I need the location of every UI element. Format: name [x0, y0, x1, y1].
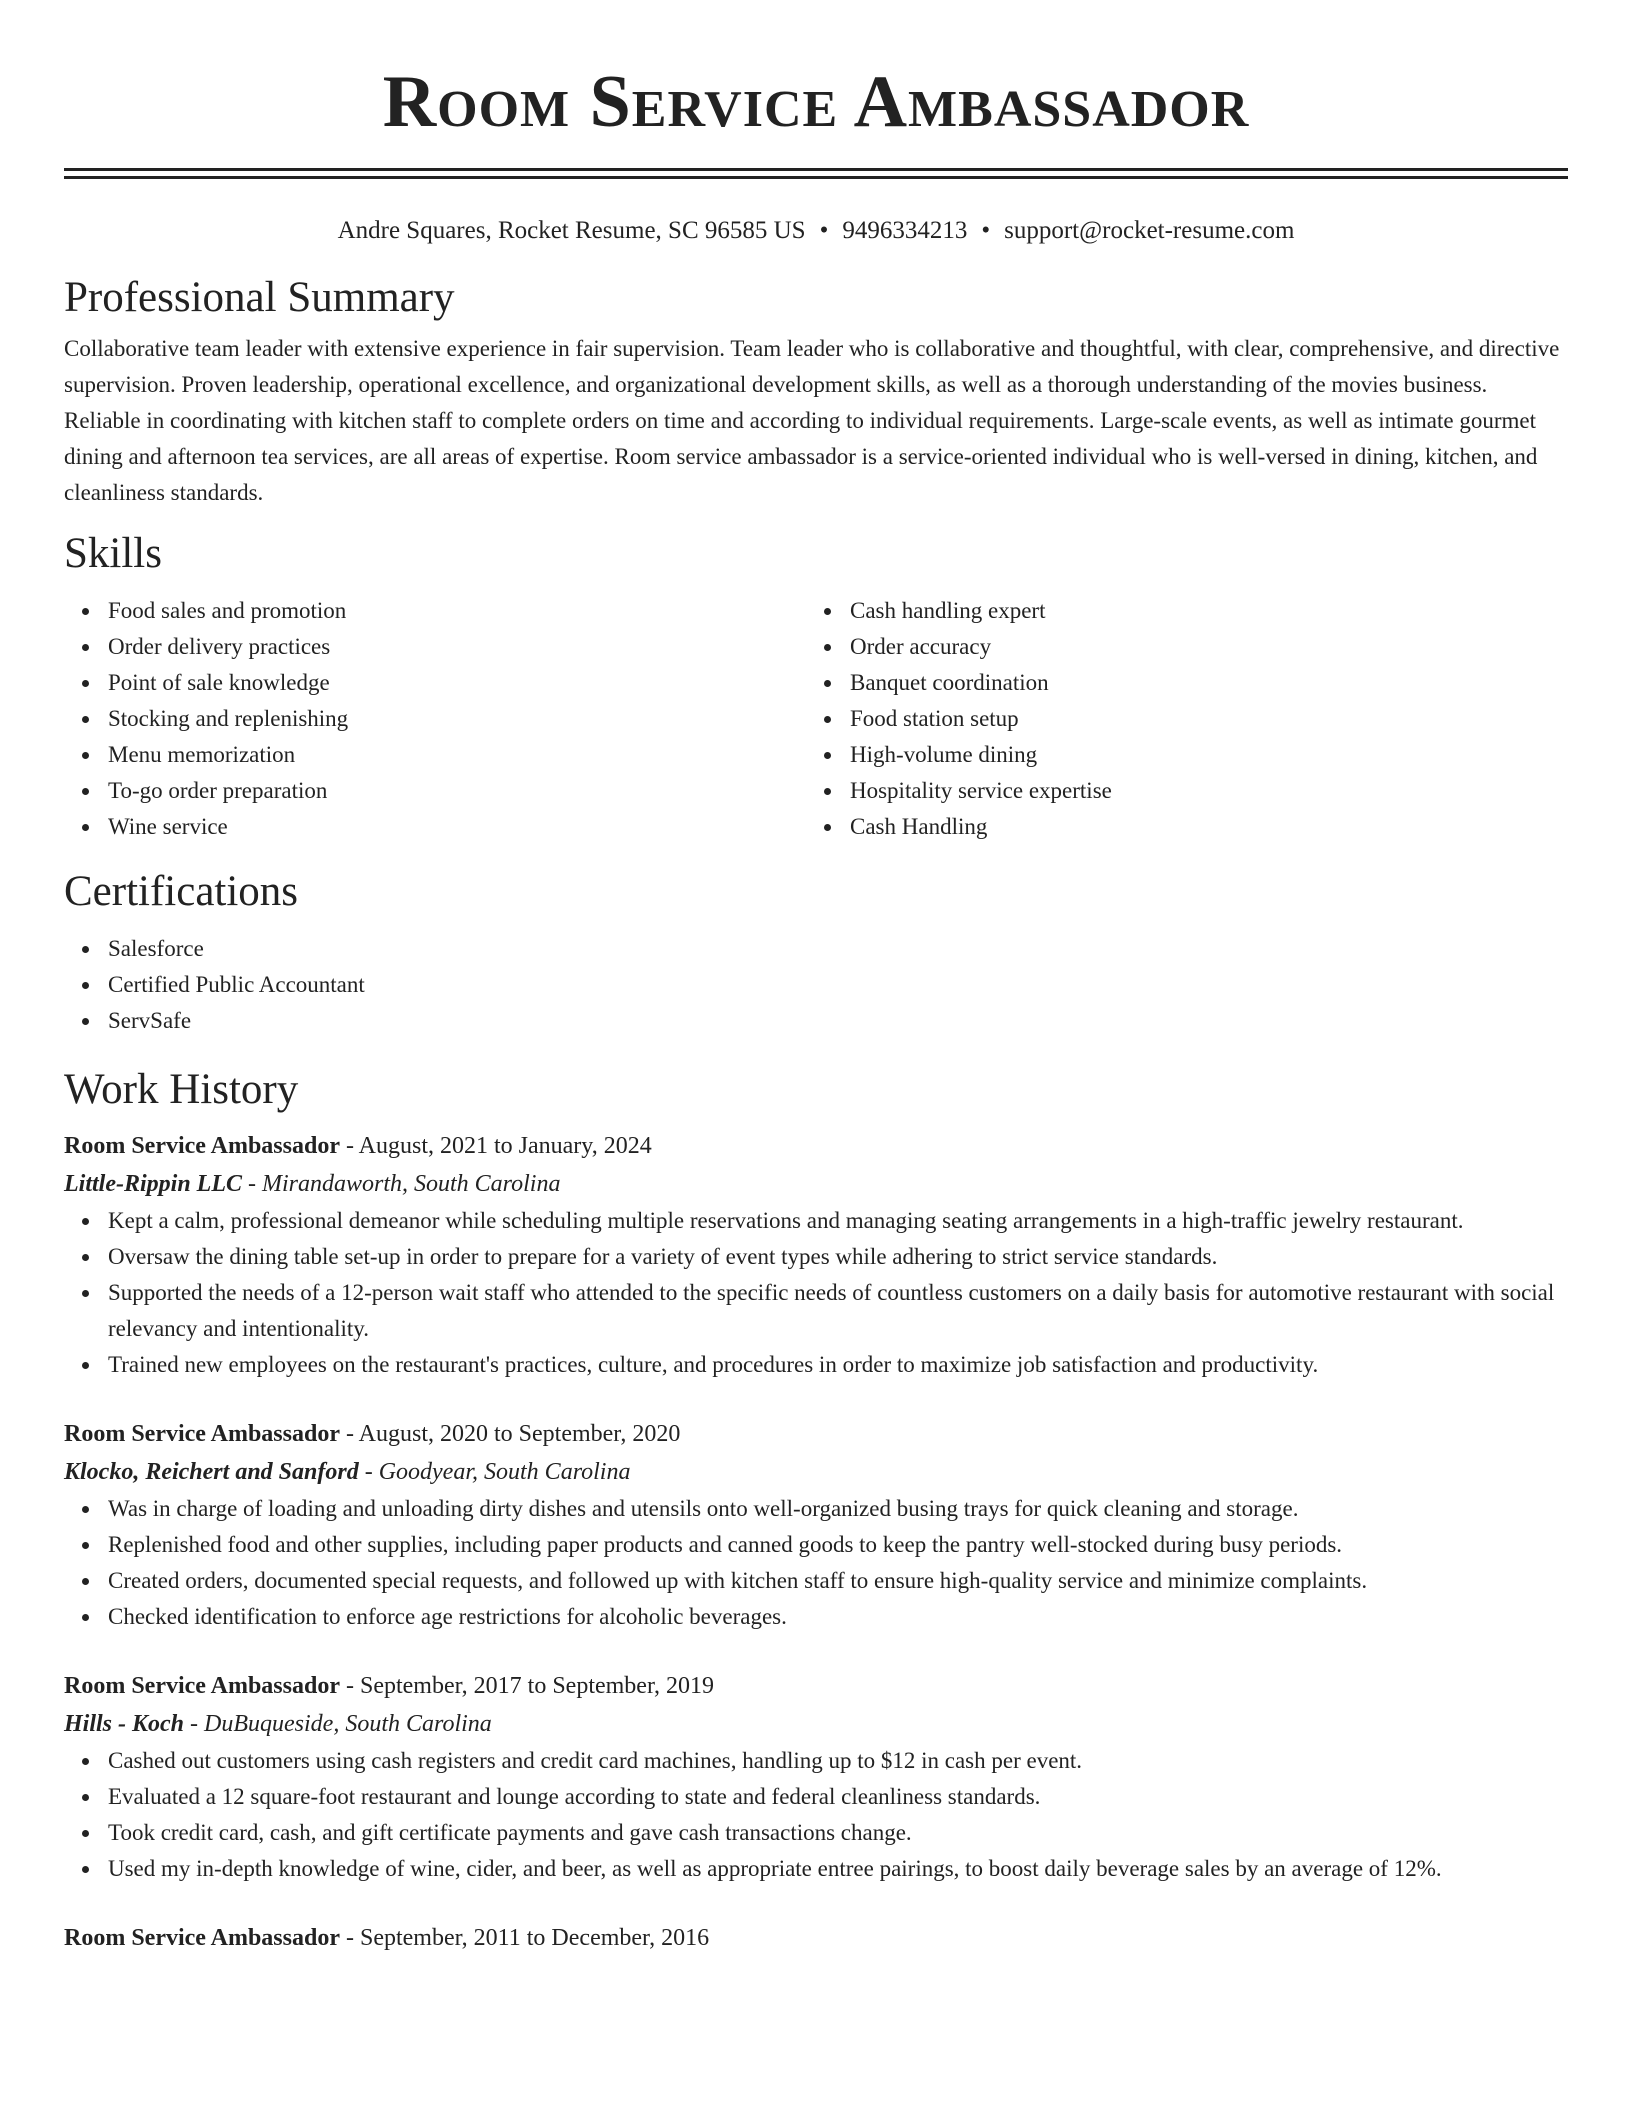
job-duty: Created orders, documented special requests, and followed up with kitchen staff to ensure high-quality service and minimize complaints. [108, 1563, 1568, 1599]
skill-item: Food station setup [850, 701, 1548, 737]
job-duties-list [64, 1743, 1568, 1887]
contact-address: Andre Squares, Rocket Resume, SC 96585 US [337, 217, 806, 244]
job-title-line [64, 1415, 1568, 1453]
certifications-list [64, 931, 1568, 1039]
work-history-heading: Work History [64, 1066, 299, 1113]
job-duties-list [64, 1203, 1568, 1383]
job-duties-list [64, 1491, 1568, 1635]
job-dates: - August, 2021 to January, 2024 [339, 1133, 652, 1159]
job-duty: Was in charge of loading and unloading dirty dishes and utensils onto well-organized busing trays for quick cleaning and storage. [108, 1491, 1568, 1527]
contact-phone: 9496334213 [842, 217, 968, 244]
header-double-rule [64, 168, 1568, 179]
skills-columns [64, 593, 1568, 845]
job-entry [64, 1415, 1568, 1635]
certification-item: Certified Public Accountant [108, 967, 1568, 1003]
job-duty: Trained new employees on the restaurant's practices, culture, and procedures in order to maximize job satisfaction and productivity. [108, 1347, 1568, 1383]
skill-item: Point of sale knowledge [108, 665, 806, 701]
skill-item: Stocking and replenishing [108, 701, 806, 737]
skills-heading: Skills [64, 530, 162, 577]
job-dates: - August, 2020 to September, 2020 [339, 1421, 681, 1447]
job-duty: Evaluated a 12 square-foot restaurant and lounge according to state and federal cleanliness standards. [108, 1779, 1568, 1815]
skill-item: High-volume dining [850, 737, 1548, 773]
job-title-line [64, 1667, 1568, 1705]
contact-line [64, 215, 1568, 247]
job-duty: Kept a calm, professional demeanor while scheduling multiple reservations and managing seating arrangements in a high-traffic jewelry restaurant. [108, 1203, 1568, 1239]
skill-item: Order accuracy [850, 629, 1548, 665]
skills-column-left [64, 593, 806, 845]
job-duty: Took credit card, cash, and gift certificate payments and gave cash transactions change. [108, 1815, 1568, 1851]
job-entry [64, 1919, 1568, 1957]
job-company-line [64, 1165, 1568, 1203]
job-entry [64, 1667, 1568, 1887]
candidate-name: Room Service Ambassador [382, 61, 1250, 143]
certification-item: ServSafe [108, 1003, 1568, 1039]
job-company-line [64, 1705, 1568, 1743]
certifications-heading: Certifications [64, 868, 299, 915]
job-company: Hills - Koch [64, 1711, 185, 1737]
job-title: Room Service Ambassador [64, 1925, 340, 1951]
job-duty: Cashed out customers using cash registers and credit card machines, handling up to $12 in cash per event. [108, 1743, 1568, 1779]
job-duty: Used my in-depth knowledge of wine, cider, and beer, as well as appropriate entree pairings, to boost daily beverage sales by an average of 12%. [108, 1851, 1568, 1887]
job-title-line [64, 1919, 1568, 1957]
skill-item: Wine service [108, 809, 806, 845]
summary-text: Collaborative team leader with extensive experience in fair supervision. Team leader who is collaborative and thoughtful, with clear, comprehensive, and directive supervision. Proven leadership, operational excellence, and organizational development skills, as well as a thorough understanding of the movies business. Reliable in coordinating with kitchen staff to complete orders on time and according to individual requirements. Large-scale events, as well as intimate gourmet dining and afternoon tea services, are all areas of expertise. Room service ambassador is a service-oriented individual who is well-versed in dining, kitchen, and cleanliness standards. [64, 336, 1560, 505]
contact-separator: • [981, 217, 991, 244]
skill-item: Order delivery practices [108, 629, 806, 665]
job-entry [64, 1127, 1568, 1383]
job-dates: - September, 2017 to September, 2019 [339, 1673, 714, 1699]
resume-page [64, 0, 1568, 1957]
contact-email: support@rocket-resume.com [1004, 217, 1295, 244]
skill-item: Hospitality service expertise [850, 773, 1548, 809]
job-company: Little-Rippin LLC [64, 1171, 242, 1197]
job-title: Room Service Ambassador [64, 1673, 340, 1699]
skill-item: Cash Handling [850, 809, 1548, 845]
skill-item: Banquet coordination [850, 665, 1548, 701]
job-duty: Checked identification to enforce age restrictions for alcoholic beverages. [108, 1599, 1568, 1635]
job-location: - Goodyear, South Carolina [358, 1459, 631, 1485]
job-company-line [64, 1453, 1568, 1491]
skills-column-right [806, 593, 1548, 845]
skill-item: To-go order preparation [108, 773, 806, 809]
job-company: Klocko, Reichert and Sanford [64, 1459, 359, 1485]
job-duty: Replenished food and other supplies, including paper products and canned goods to keep the pantry well-stocked during busy periods. [108, 1527, 1568, 1563]
skill-item: Menu memorization [108, 737, 806, 773]
job-location: - DuBuqueside, South Carolina [184, 1711, 492, 1737]
job-duty: Oversaw the dining table set-up in order to prepare for a variety of event types while adhering to strict service standards. [108, 1239, 1568, 1275]
job-location: - Mirandaworth, South Carolina [242, 1171, 561, 1197]
job-title: Room Service Ambassador [64, 1421, 340, 1447]
job-duty: Supported the needs of a 12-person wait staff who attended to the specific needs of countless customers on a daily basis for automotive restaurant with social relevancy and intentionality. [108, 1275, 1568, 1347]
certification-item: Salesforce [108, 931, 1568, 967]
skill-item: Food sales and promotion [108, 593, 806, 629]
skill-item: Cash handling expert [850, 593, 1548, 629]
job-dates: - September, 2011 to December, 2016 [339, 1925, 710, 1951]
job-title: Room Service Ambassador [64, 1133, 340, 1159]
skills-list-right [806, 593, 1548, 845]
skills-list-left [64, 593, 806, 845]
job-title-line [64, 1127, 1568, 1165]
contact-separator: • [819, 217, 829, 244]
summary-heading: Professional Summary [64, 274, 455, 321]
